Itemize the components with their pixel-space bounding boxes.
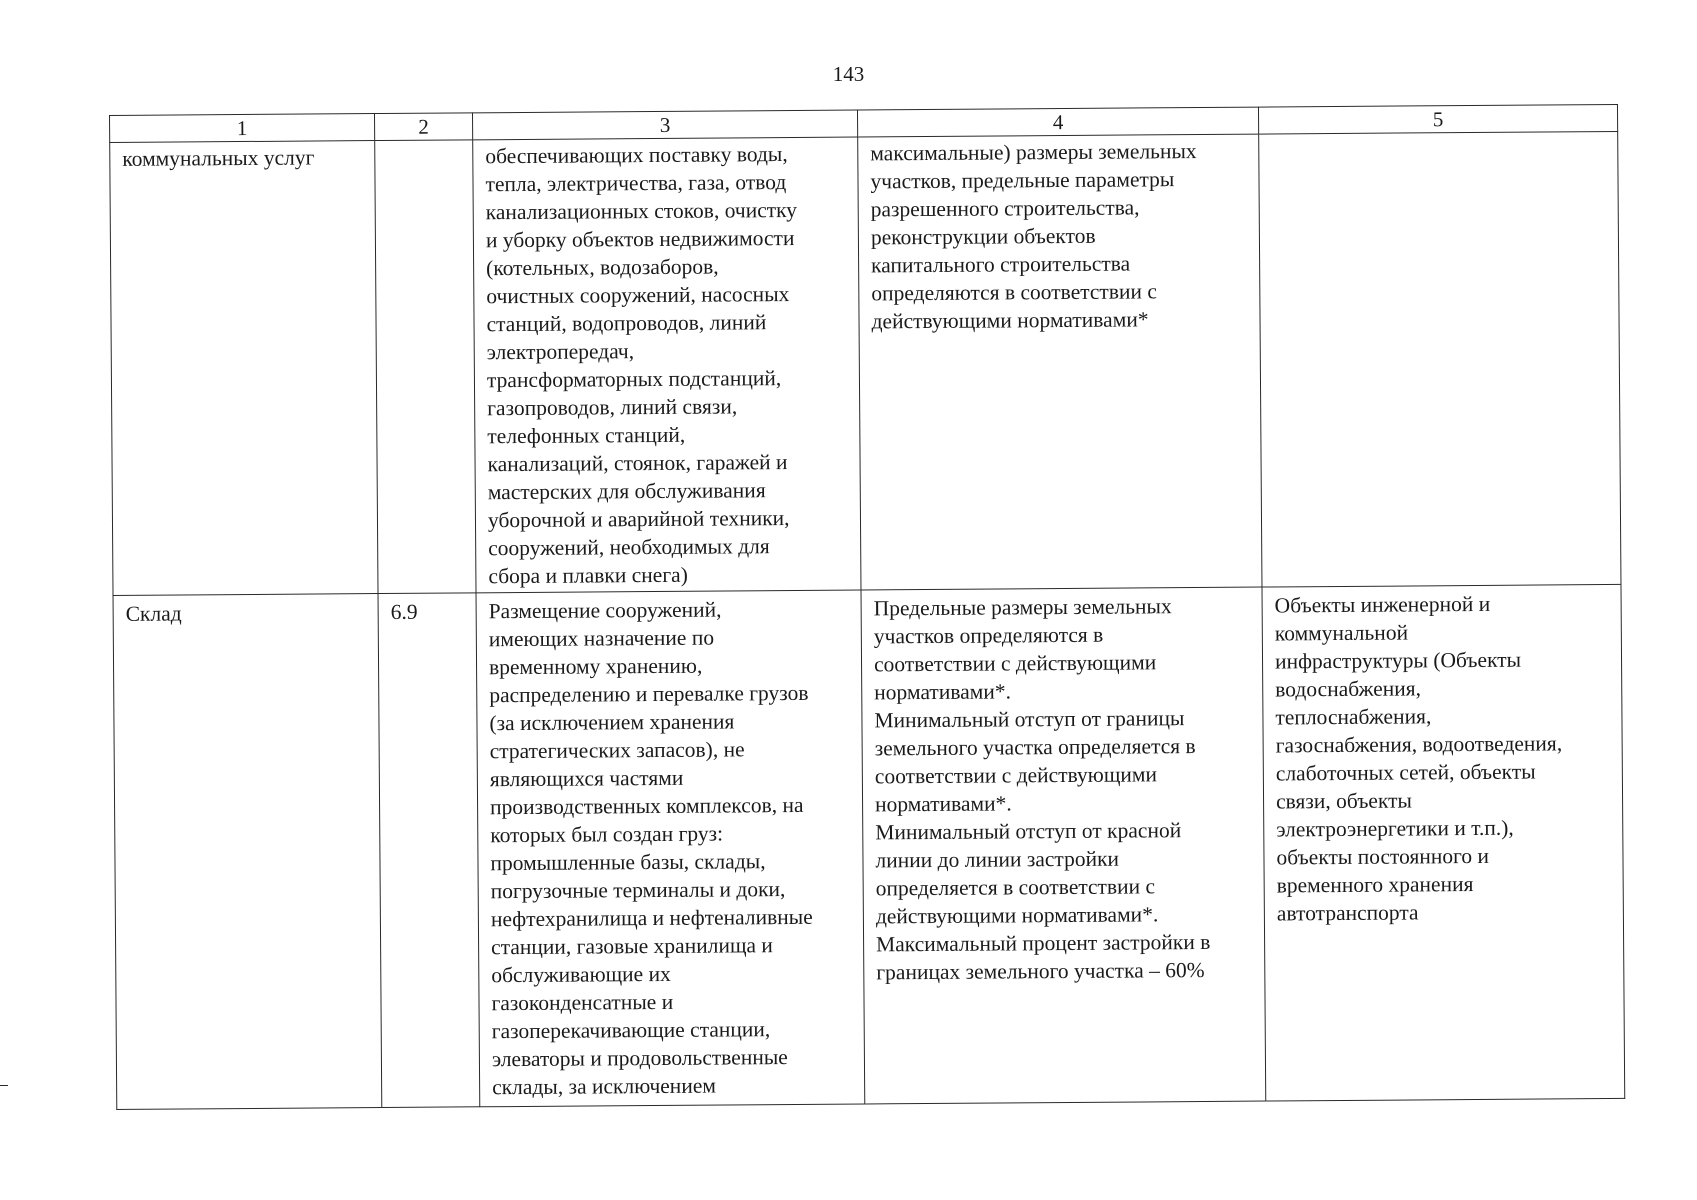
column-number-1: 1 — [110, 114, 375, 143]
column-number-3: 3 — [472, 110, 857, 140]
margin-tick-mark — [0, 1085, 8, 1086]
column-number-4: 4 — [857, 107, 1258, 137]
use-description-cell: Размещение сооружений, имеющих назначение по временному хранению, распределению и перевалке грузов (за исключением хранения стратегических запасов), не являющихся частями производственных комплексов, на которых был создан груз: промышленные базы, склады, погрузочные терминалы и доки, нефтехранилища и нефтеналивные станции, газовые хранилища и обслуживающие их газоконденсатные и газоперекачивающие станции, элеваторы и продовольственные склады, за исключением — [476, 590, 865, 1107]
use-code-cell: 6.9 — [378, 593, 480, 1108]
land-use-table — [109, 104, 1625, 1110]
use-name-cell: Склад — [113, 594, 382, 1110]
parameters-cell: максимальные) размеры земельных участков, предельные параметры разрешенного строительства, реконструкции объектов капитального строительства определяются в соответствии с действующими нормативами* — [858, 134, 1262, 590]
table-row — [113, 584, 1625, 1109]
use-name-cell: коммунальных услуг — [110, 141, 378, 596]
auxiliary-uses-cell — [1259, 131, 1621, 587]
page-number: 143 — [832, 62, 865, 86]
column-number-5: 5 — [1258, 104, 1617, 134]
use-code-cell — [375, 140, 476, 594]
use-description-cell: обеспечивающих поставку воды, тепла, электричества, газа, отвод канализационных стоков, очистку и уборку объектов недвижимости (котельных, водозаборов, очистных сооружений, насосных станций, водопроводов, линий электропередач, трансформаторных подстанций, газопроводов, линий связи, телефонных станций, канализаций, стоянок, гаражей и мастерских для обслуживания уборочной и аварийной техники, сооружений, необходимых для сбора и плавки снега) — [473, 137, 861, 593]
column-number-2: 2 — [374, 113, 472, 141]
parameters-cell: Предельные размеры земельных участков определяются в соответствии с действующими нормативами*. Минимальный отступ от границы земельного участка определяется в соответствии с действующими нормативами*. Минимальный отступ от красной линии до линии застройки определяется в соответствии с действующими нормативами*. Максимальный процент застройки в границах земельного участка – 60% — [861, 587, 1266, 1104]
auxiliary-uses-cell: Объекты инженерной и коммунальной инфраструктуры (Объекты водоснабжения, теплоснабжения, газоснабжения, водоотведения, слаботочных сетей, объекты связи, объекты электроэнергетики и т.п.), объекты постоянного и временного хранения автотранспорта — [1262, 584, 1625, 1101]
table-row — [110, 131, 1621, 595]
